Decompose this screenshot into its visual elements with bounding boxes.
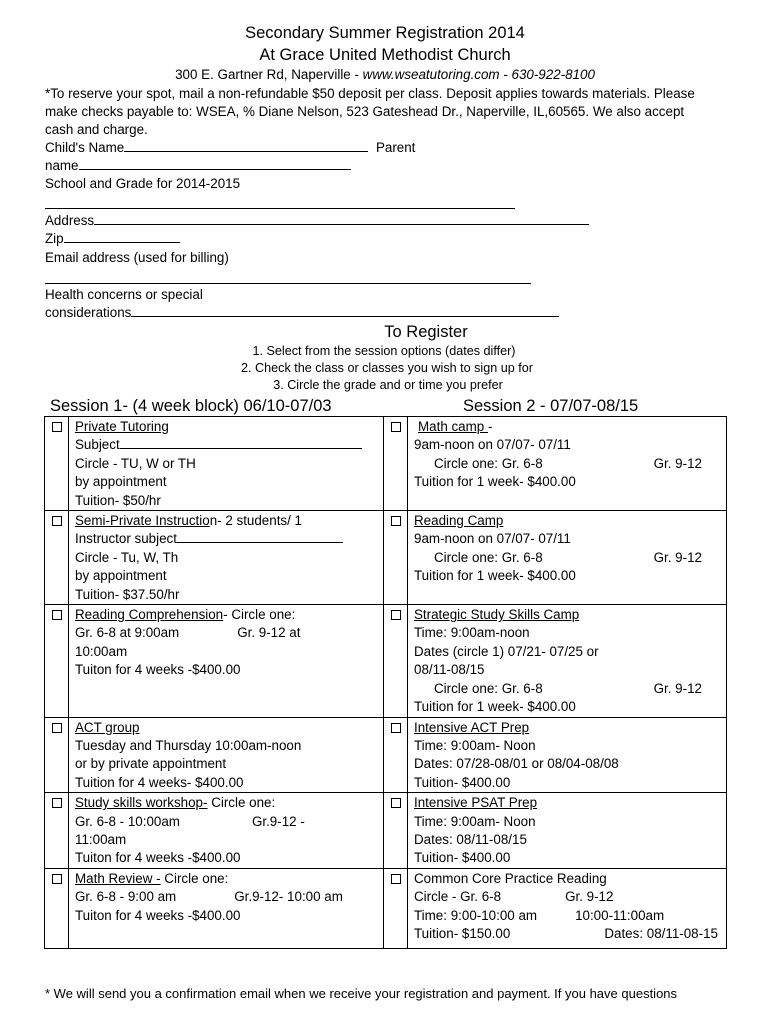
private-tutoring-title: Private Tutoring [75, 419, 169, 434]
intro-line-3: cash and charge. [45, 122, 148, 137]
childs-name-field[interactable] [45, 139, 415, 157]
instructor-subject-line [177, 530, 343, 543]
checkbox-study-skills[interactable] [52, 798, 62, 808]
zip-line [64, 230, 180, 243]
strategic-study-dates[interactable]: Dates (circle 1) 07/21- 07/25 or [414, 643, 599, 659]
checkbox-strategic-study[interactable] [391, 610, 401, 620]
private-tutoring-appointment: by appointment [75, 474, 167, 490]
reading-comprehension-time-2: 10:00am [75, 643, 128, 659]
study-skills-grade-1: Gr. 6-8 - 10:00am [75, 813, 180, 829]
semi-private-tuition: Tuition- $37.50/hr [75, 586, 180, 602]
math-camp-title [414, 418, 722, 436]
reading-camp-grade-2: Gr. 9-12 [653, 549, 702, 565]
intensive-psat-time: Time: 9:00am- Noon [414, 813, 536, 829]
instructor-subject-field[interactable] [75, 530, 379, 548]
reading-camp-title: Reading Camp [414, 513, 504, 529]
table-row [45, 605, 727, 717]
reading-comprehension-title [75, 606, 379, 624]
zip-field[interactable] [45, 230, 180, 248]
private-tutoring-tuition: Tuition- $50/hr [75, 492, 161, 508]
reading-comprehension-grades[interactable] [75, 624, 379, 642]
strategic-study-time: Time: 9:00am-noon [414, 625, 530, 641]
strategic-study-dates-2[interactable]: 08/11-08/15 [414, 662, 485, 678]
semi-private-title-text: Semi-Private Instructio [75, 513, 210, 529]
study-skills-grade-2: Gr.9-12 - [251, 813, 305, 829]
strategic-study-grade-2: Gr. 9-12 [653, 680, 702, 696]
intro-line-1: *To reserve your spot, mail a non-refundable $50 deposit per class. Deposit applies towards materials. Please [45, 86, 695, 101]
class-table [44, 416, 727, 949]
private-tutoring-cell [69, 417, 384, 511]
footer-note: * We will send you a confirmation email when we receive your registration and payment. If you have questions [45, 986, 678, 1001]
act-group-appointment: or by private appointment [75, 756, 227, 772]
parent-label: Parent [375, 140, 416, 155]
checkbox-math-review[interactable] [52, 874, 62, 884]
math-camp-grade-2: Gr. 9-12 [653, 455, 702, 471]
parent-name-line [79, 157, 351, 170]
study-skills-title-rest: Circle one: [207, 795, 276, 811]
semi-private-title-rest: n- 2 students/ 1 [209, 513, 303, 529]
checkbox-private-tutoring[interactable] [52, 422, 62, 432]
common-core-tuition: Tuition- $150.00 [414, 925, 511, 941]
table-row [45, 511, 727, 605]
checkbox-semi-private[interactable] [52, 516, 62, 526]
register-heading: To Register [384, 323, 468, 341]
intensive-act-title: Intensive ACT Prep [414, 719, 530, 735]
instructor-subject-label: Instructor subject [75, 531, 177, 547]
health-label-2: considerations [45, 305, 132, 320]
website-link: www.wseatutoring.com [362, 67, 500, 82]
reading-camp-circle: Circle one: Gr. 6-8 [434, 549, 543, 565]
session-1-heading: Session 1- (4 week block) 06/10-07/03 [50, 397, 332, 415]
intensive-psat-dates: Dates: 08/11-08/15 [414, 831, 527, 847]
act-group-title: ACT group [75, 719, 140, 735]
math-review-tuition: Tuiton for 4 weeks -$400.00 [75, 907, 241, 923]
semi-private-appointment: by appointment [75, 568, 167, 584]
reading-comprehension-title-text: Reading Comprehension [75, 607, 224, 623]
math-review-grade-2: Gr.9-12- 10:00 am [234, 889, 343, 905]
reading-comprehension-title-rest: - Circle one: [223, 607, 296, 623]
reading-comprehension-grade-1: Gr. 6-8 at 9:00am [75, 625, 180, 641]
reading-camp-cell [408, 511, 727, 605]
health-field[interactable] [45, 304, 559, 322]
semi-private-title [75, 512, 379, 530]
math-camp-title-dash: - [487, 419, 493, 434]
strategic-study-cell [408, 605, 727, 717]
checkbox-act-group[interactable] [52, 723, 62, 733]
address-text: 300 E. Gartner Rd, Naperville - [175, 67, 363, 82]
checkbox-intensive-psat[interactable] [391, 798, 401, 808]
address-line [94, 212, 589, 225]
phone-number: 630-922-8100 [511, 67, 595, 82]
intensive-act-time: Time: 9:00am- Noon [414, 737, 536, 753]
checkbox-reading-comprehension[interactable] [52, 610, 62, 620]
study-skills-time-2: 11:00am [75, 831, 127, 847]
math-review-title [75, 870, 379, 888]
reading-comprehension-grade-2: Gr. 9-12 at [237, 625, 301, 641]
common-core-grade-2: Gr. 9-12 [565, 889, 614, 905]
checkbox-math-camp[interactable] [391, 422, 401, 432]
address-field[interactable] [45, 212, 589, 230]
common-core-dates: Dates: 08/11-08-15 [604, 925, 718, 941]
childs-name-line [124, 139, 368, 152]
common-core-time-1: Time: 9:00-10:00 am [414, 907, 538, 923]
study-skills-title [75, 794, 379, 812]
math-camp-title-text: Math camp [418, 419, 488, 434]
health-label-1: Health concerns or special [45, 287, 203, 302]
session-2-heading: Session 2 - 07/07-08/15 [463, 397, 639, 415]
checkbox-common-core[interactable] [391, 874, 401, 884]
intro-line-2: make checks payable to: WSEA, % Diane Nelson, 523 Gateshead Dr., Naperville, IL,60565. We also accept [45, 104, 685, 119]
common-core-times[interactable] [414, 907, 722, 925]
study-skills-cell [69, 793, 384, 869]
email-line[interactable] [45, 283, 531, 284]
study-skills-title-text: Study skills workshop- [75, 795, 208, 811]
math-camp-grades[interactable] [414, 455, 722, 473]
register-step-2: 2. Check the class or classes you wish to sign up for [241, 361, 533, 375]
study-skills-tuition: Tuiton for 4 weeks -$400.00 [75, 850, 241, 866]
math-camp-circle: Circle one: Gr. 6-8 [434, 455, 543, 471]
address-label: Address [45, 213, 95, 228]
page-subtitle: At Grace United Methodist Church [259, 46, 511, 64]
checkbox-reading-camp[interactable] [391, 516, 401, 526]
health-line [131, 304, 559, 317]
act-group-schedule: Tuesday and Thursday 10:00am-noon [75, 737, 302, 753]
contact-line [0, 67, 770, 82]
table-row [45, 868, 727, 948]
common-core-circle: Circle - Gr. 6-8 [414, 889, 502, 905]
register-step-1: 1. Select from the session options (dates differ) [252, 344, 516, 358]
act-group-tuition: Tuition for 4 weeks- $400.00 [75, 774, 244, 790]
common-core-title: Common Core Practice Reading [414, 870, 607, 886]
private-tutoring-days: Circle - TU, W or TH [75, 455, 196, 471]
intensive-psat-title: Intensive PSAT Prep [414, 795, 538, 811]
common-core-grades[interactable] [414, 888, 722, 906]
math-review-grade-1: Gr. 6-8 - 9:00 am [75, 889, 177, 905]
checkbox-intensive-act[interactable] [391, 723, 401, 733]
separator: - [499, 67, 512, 82]
math-review-cell [69, 868, 384, 948]
act-group-cell [69, 717, 384, 793]
common-core-time-2: 10:00-11:00am [575, 907, 665, 923]
reading-comprehension-tuition: Tuiton for 4 weeks -$400.00 [75, 662, 241, 678]
childs-name-label: Child's Name [45, 140, 125, 155]
strategic-study-title: Strategic Study Skills Camp [414, 607, 580, 623]
table-row [45, 793, 727, 869]
intensive-psat-cell [408, 793, 727, 869]
page-title: Secondary Summer Registration 2014 [245, 24, 525, 42]
strategic-study-circle: Circle one: Gr. 6-8 [434, 680, 543, 696]
math-review-title-rest: Circle one: [160, 870, 229, 886]
semi-private-cell [69, 511, 384, 605]
strategic-study-tuition: Tuition for 1 week- $400.00 [414, 699, 576, 715]
email-label: Email address (used for billing) [45, 250, 229, 265]
parent-name-field[interactable] [45, 157, 351, 175]
common-core-cell [408, 868, 727, 948]
zip-label: Zip [45, 231, 64, 246]
subject-label: Subject [75, 437, 120, 453]
semi-private-days: Circle - Tu, W, Th [75, 549, 179, 565]
math-camp-time: 9am-noon on 07/07- 07/11 [414, 437, 571, 453]
study-skills-grades[interactable] [75, 813, 379, 831]
intensive-act-dates[interactable]: Dates: 07/28-08/01 or 08/04-08/08 [414, 756, 619, 772]
table-row [45, 417, 727, 511]
intensive-psat-tuition: Tuition- $400.00 [414, 850, 511, 866]
reading-camp-time: 9am-noon on 07/07- 07/11 [414, 531, 571, 547]
reading-comprehension-cell [69, 605, 384, 717]
intensive-act-tuition: Tuition- $400.00 [414, 774, 511, 790]
subject-line [120, 436, 362, 449]
subject-field[interactable] [75, 436, 379, 454]
register-step-3: 3. Circle the grade and or time you prefer [273, 378, 503, 392]
reading-camp-grades[interactable] [414, 549, 722, 567]
math-review-grades[interactable] [75, 888, 379, 906]
school-grade-line[interactable] [45, 208, 515, 209]
math-camp-tuition: Tuition for 1 week- $400.00 [414, 474, 576, 490]
strategic-study-grades[interactable] [414, 680, 722, 698]
reading-camp-tuition: Tuition for 1 week- $400.00 [414, 568, 576, 584]
math-camp-cell [408, 417, 727, 511]
common-core-tuition-row [414, 925, 722, 943]
table-row [45, 717, 727, 793]
school-grade-label: School and Grade for 2014-2015 [45, 176, 241, 191]
math-review-title-text: Math Review - [75, 870, 161, 886]
intensive-act-cell [408, 717, 727, 793]
parent-name-label: name [45, 158, 79, 173]
